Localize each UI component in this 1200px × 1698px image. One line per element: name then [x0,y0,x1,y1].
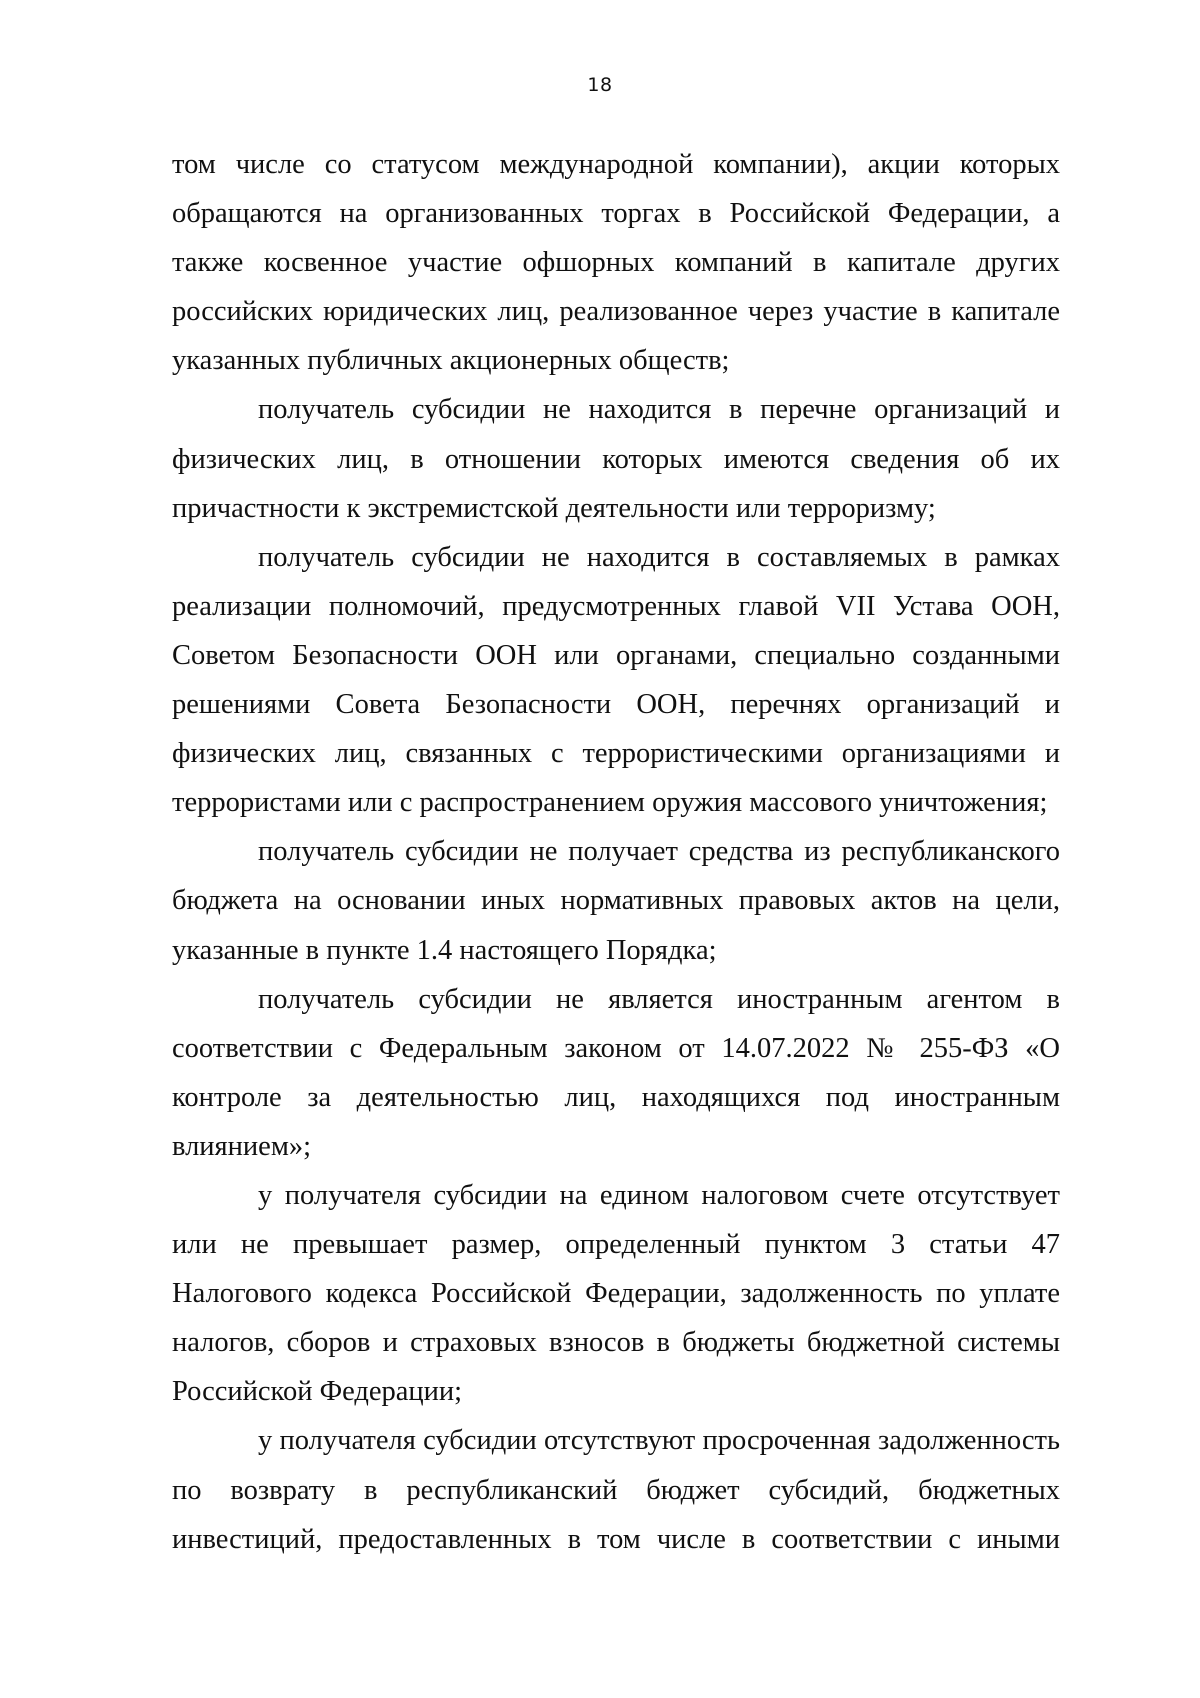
paragraph-overdue-debt: у получателя субсидии отсутствуют просроченная задолженность по возврату в республиканский бюджет субсидий, бюджетных инвестиций, предоставленных в том числе в соответствии с иными [172,1425,1060,1555]
paragraph-tax-debt: у получателя субсидии на едином налоговом счете отсутствует или не превышает размер, определенный пунктом 3 статьи 47 Налогового кодекса Российской Федерации, задолженность по уплате налогов, сборов и страховых взносов в бюджеты бюджетной системы Российской Федерации; [172,1179,1060,1408]
paragraph-un-security-council-list: получатель субсидии не находится в составляемых в рамках реализации полномочий, предусмотренных главой VII Устава ООН, Советом Безопасности ООН или органами, специально созданными решениями Совета Безопасности ООН, перечнях организаций и физических лиц, связанных с террористическими организациями и террористами или с распространением оружия массового уничтожения; [172,541,1060,819]
page-number: 18 [587,74,613,96]
paragraph-other-budget-funds: получатель субсидии не получает средства из республиканского бюджета на основании иных нормативных правовых актов на цели, указанные в пункте 1.4 настоящего Порядка; [172,836,1060,966]
paragraph-extremism-list: получатель субсидии не находится в перечне организаций и физических лиц, в отношении которых имеются сведения об их причастности к экстремистской деятельности или терроризму; [172,394,1060,524]
document-body [172,140,1060,1564]
paragraph-continuation: том числе со статусом международной компании), акции которых обращаются на организованных торгах в Российской Федерации, а также косвенное участие офшорных компаний в капитале других российских юридических лиц, реализованное через участие в капитале указанных публичных акционерных обществ; [172,149,1060,377]
paragraph-foreign-agent: получатель субсидии не является иностранным агентом в соответствии с Федеральным законом от 14.07.2022 № 255-ФЗ «О контроле за деятельностью лиц, находящихся под иностранным влиянием»; [172,983,1060,1162]
